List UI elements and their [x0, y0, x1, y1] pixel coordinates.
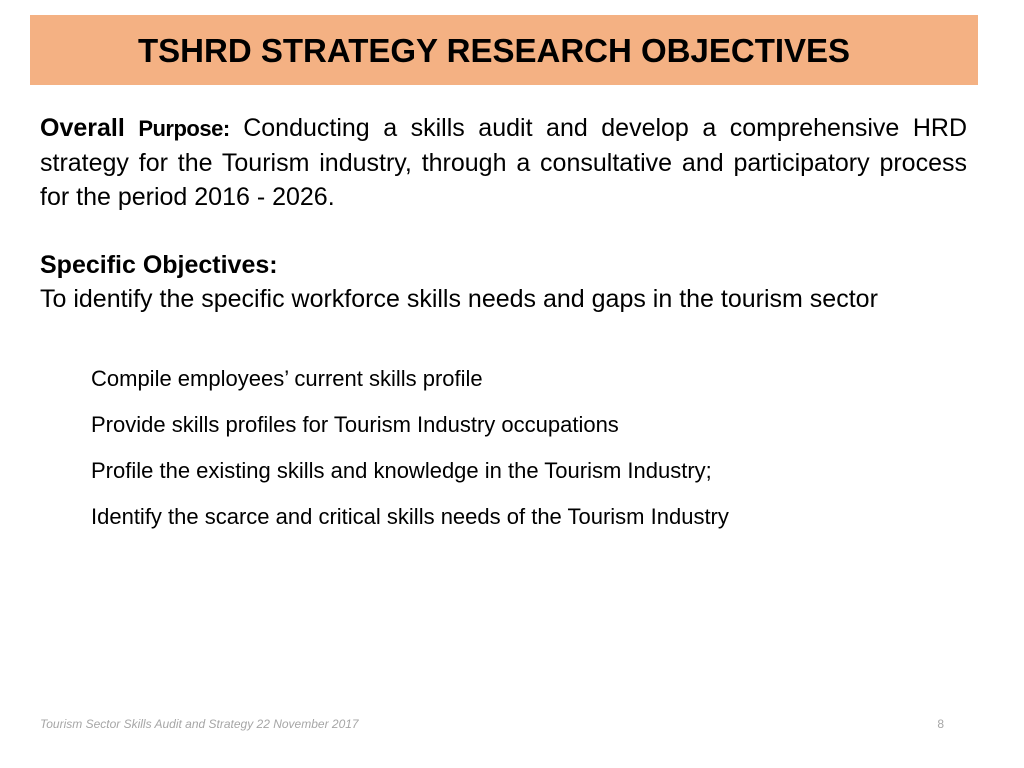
overall-purpose-lead: Overall [40, 114, 125, 142]
overall-purpose-text: Conducting a skills audit and develop a comprehensive HRD strategy for the Tourism industry, through a consultative and participatory process for the period 2016 - 2026. [40, 114, 967, 211]
slide-title: TSHRD STRATEGY RESEARCH OBJECTIVES [138, 32, 851, 69]
page-number: 8 [937, 717, 944, 731]
specific-objectives-heading: Specific Objectives: [40, 251, 278, 279]
overall-purpose-label: Purpose: [138, 116, 230, 141]
overall-purpose-paragraph [40, 111, 967, 214]
objective-item-existing-skills: Profile the existing skills and knowledge in the Tourism Industry; [91, 458, 712, 483]
footer-text: Tourism Sector Skills Audit and Strategy 22 November 2017 [40, 717, 359, 731]
title-bar [30, 15, 978, 85]
objectives-sub-list [91, 364, 971, 548]
objective-item-compile-profile: Compile employees’ current skills profile [91, 366, 483, 391]
objective-item-scarce-skills: Identify the scarce and critical skills needs of the Tourism Industry [91, 504, 729, 529]
specific-objectives-intro: To identify the specific workforce skills needs and gaps in the tourism sector [40, 285, 878, 313]
objective-item-occupation-profiles: Provide skills profiles for Tourism Industry occupations [91, 412, 619, 437]
